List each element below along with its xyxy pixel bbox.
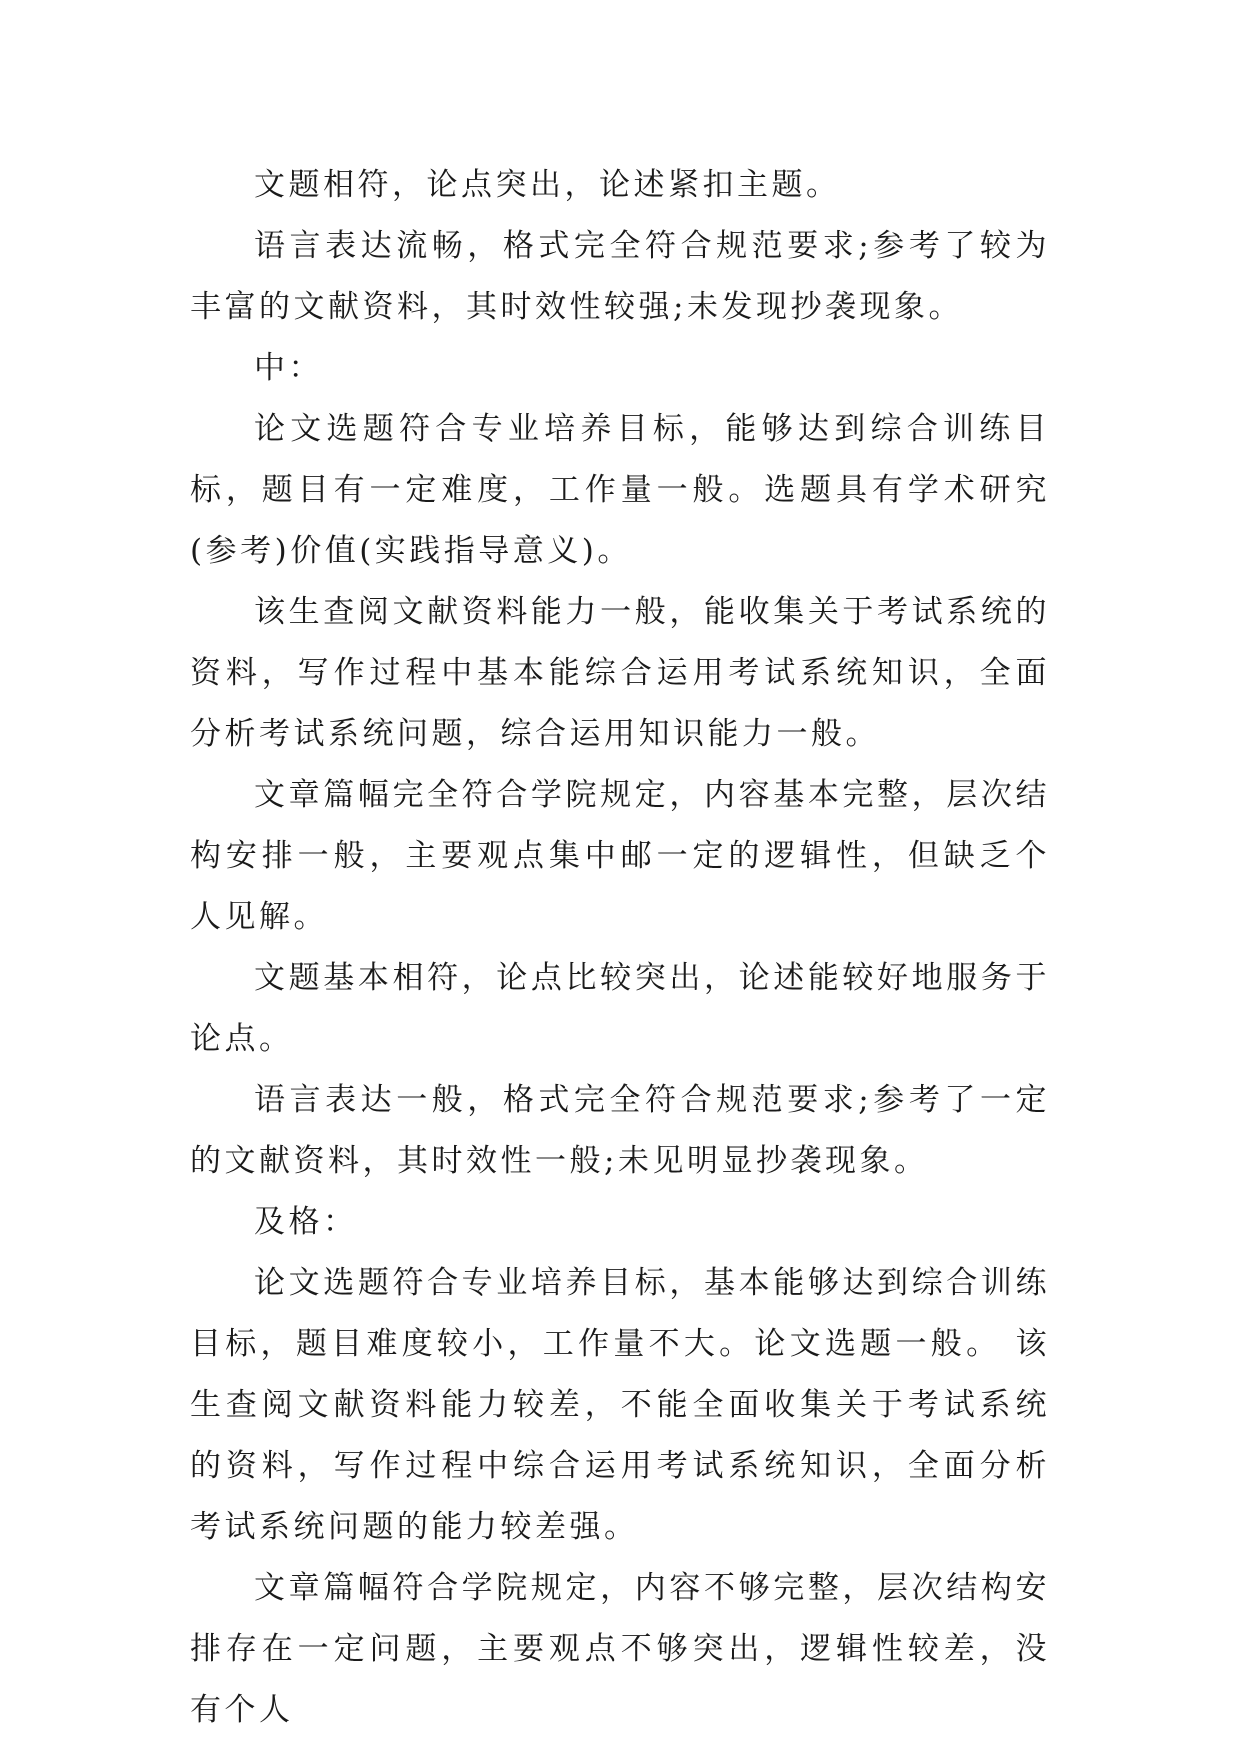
document-body [190,155,1050,1741]
paragraph: 论文选题符合专业培养目标，能够达到综合训练目标，题目有一定难度，工作量一般。选题具有学术研究(参考)价值(实践指导意义)。 [190,411,1050,569]
paragraph: 语言表达一般，格式完全符合规范要求;参考了一定的文献资料，其时效性一般;未见明显抄袭现象。 [190,1082,1050,1179]
paragraph: 文章篇幅符合学院规定，内容不够完整，层次结构安排存在一定问题，主要观点不够突出，逻辑性较差，没有个人 [190,1570,1050,1728]
grade-heading-medium: 中： [254,350,323,386]
paragraph: 论文选题符合专业培养目标，基本能够达到综合训练目标，题目难度较小，工作量不大。论文选题一般。 该生查阅文献资料能力较差，不能全面收集关于考试系统的资料，写作过程中综合运用考试系统知识，全面分析考试系统问题的能力较差强。 [190,1265,1050,1545]
paragraph: 文题基本相符，论点比较突出，论述能较好地服务于论点。 [190,960,1050,1057]
paragraph: 文章篇幅完全符合学院规定，内容基本完整，层次结构安排一般，主要观点集中邮一定的逻辑性，但缺乏个人见解。 [190,777,1050,935]
paragraph: 文题相符，论点突出，论述紧扣主题。 [254,167,841,203]
paragraph: 该生查阅文献资料能力一般，能收集关于考试系统的资料，写作过程中基本能综合运用考试系统知识，全面分析考试系统问题，综合运用知识能力一般。 [190,594,1050,752]
paragraph: 语言表达流畅，格式完全符合规范要求;参考了较为丰富的文献资料，其时效性较强;未发现抄袭现象。 [190,228,1050,325]
grade-heading-pass: 及格： [254,1204,358,1240]
